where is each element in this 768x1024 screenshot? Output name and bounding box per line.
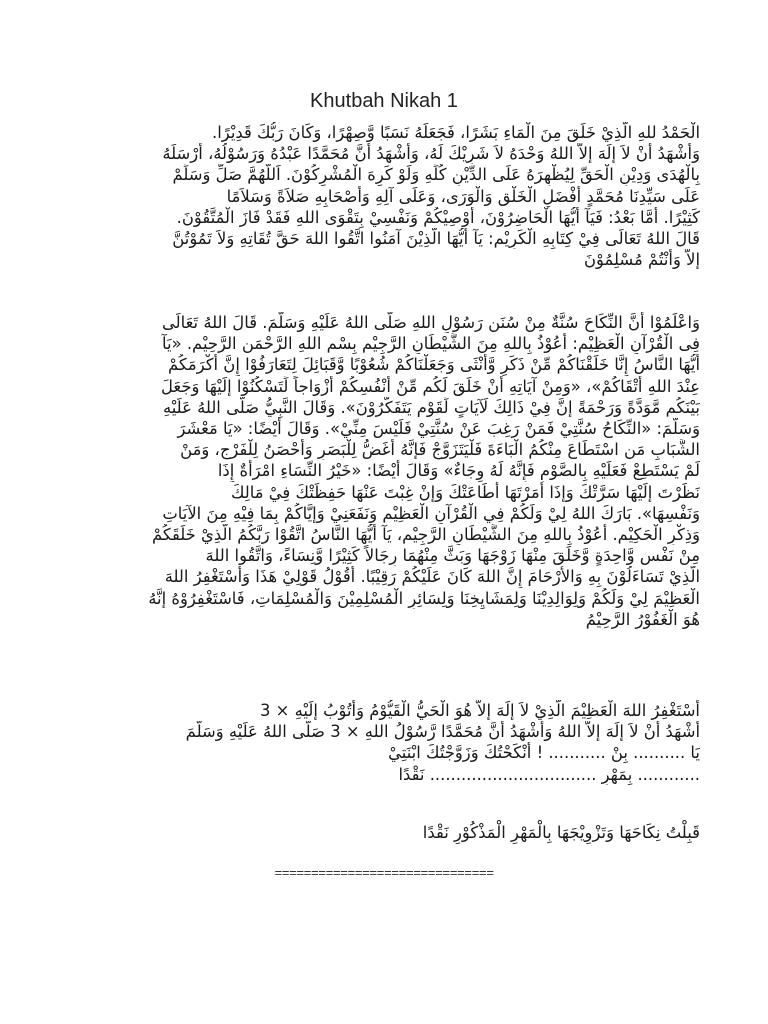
text-line: بَيْنَكُم مَّوَدَّةً وَرَحْمَةً إِنَّ فِيْ ذَالِكَ لَآيَاتٍ لِّقَوْمٍ يَتَفَكَّرُوْنَ». وَقَالَ النَّبِيُّ صَلَّى اللهُ عَلَيْهِ — [162, 397, 700, 417]
text-line: عِنْدَ اللهِ أَتْقَاكُمْ»، «وَمِنْ آيَاتِهِ أَنْ خَلَقَ لَكُم مِّنْ أَنْفُسِكُمْ أَزْوَاجاً لِّتَسْكُنُوْا إِلَيْهَا وَجَعَلَ — [161, 376, 700, 396]
text-line: أَشْهَدُ أَنْ لاَ إِلَهَ إِلاَّ اللهُ وَأَشْهَدُ أَنَّ مُحَمَّدًا رَّسُوْلُ اللهِ × 3 صَلَّى اللهُ عَلَيْهِ وَسَلَّمَ — [185, 722, 700, 742]
text-line: مِنْ نَفْسٍ وَّاحِدَةٍ وَّخَلَقَ مِنْهَا زَوْجَهَا وَبَثَّ مِنْهُمَا رِجَالاً كَثِيْرًا وَّنِسَاءً، وَاتَّقُوا اللهَ — [205, 546, 700, 566]
text-line: إِلاَّ وَأَنْتُمْ مُسْلِمُوْنَ — [583, 250, 700, 270]
text-line: لَمْ يَسْتَطِعْ فَعَلَيْهِ بِالصَّوْمِ فَإِنَّهُ لَهُ وِجَاءٌ» وَقَالَ أَيْضًا: «خَيْرُ النِّسَاءِ امْرَأَةٌ إِذَا — [217, 461, 700, 481]
text-line: كَثِيْرًا. أَمَّا بَعْدُ: فَيَآ أَيُّهَا الْحَاضِرُوْنَ، أُوْصِيْكُمْ وَنَفْسِيْ بِتَقْوَى اللهِ فَقَدْ فَازَ الْمُتَّقُوْنَ. — [176, 207, 700, 227]
text-line: وَذِكْرِ الْحَكِيْمِ. أَعُوْذُ بِاللهِ مِنَ الشَّيْطَانِ الرَّجِيْمِ، يَآ أَيُّهَا النَّاسُ اتَّقُوْا رَبَّكُمُ الَّذِيْ خَلَقَكُمْ — [152, 525, 700, 545]
text-line: أَيُّهَا النَّاسُ إِنَّا خَلَقْنَاكُمْ مِّنْ ذَكَرٍ وَّأُنْثَى وَجَعَلْنَاكُمْ شُعُوْبًا وَّقَبَائِلَ لِتَعَارَفُوْا إِنَّ أَكْرَمَكُمْ — [167, 355, 700, 375]
khutbah-opening-paragraph — [76, 122, 700, 270]
text-line: وَاعْلَمُوْا أَنَّ النِّكَاحَ سُنَّةٌ مِنْ سُنَنِ رَسُوْلِ اللهِ صَلَّى اللهُ عَلَيْهِ وَسَلَّمَ. قَالَ اللهُ تَعَالَى — [161, 313, 700, 332]
text-line: نَظَرْتَ إِلَيْهَا سَرَّتْكَ وَإِذَا أَمَرْتَهَا أَطَاعَتْكَ وَإِنْ غِبْتَ عَنْهَا حَفِظَتْكَ فِيْ مَالِكَ — [230, 482, 700, 502]
page-title: Khutbah Nikah 1 — [310, 90, 458, 112]
khutbah-body-paragraph — [76, 312, 700, 630]
istighfar-and-ijab-paragraph — [76, 700, 700, 785]
text-line: عَلَى سَيِّدِنَا مُحَمَّدٍ أَفْضَلِ الْخَلْقِ وَالْوَرَى، وَعَلَى آلِهِ وَأَصْحَابِهِ صَلاَةً وَسَلاَمًا — [226, 186, 700, 206]
text-line: فِى الْقُرْآنِ الْعَظِيْمِ: أَعُوْذُ بِاللهِ مِنَ الشَّيْطَانِ الرَّجِيْمِ بِسْمِ اللهِ الرَّحْمَنِ الرَّحِيْمِ. «يَآ — [162, 334, 700, 354]
text-line: الْعَظِيْمَ لِيْ وَلَكُمْ وَلِوَالِدِيْنَا وَلِمَشَايِخِنَا وَلِسَائِرِ الْمُسْلِمِيْنَ وَالْمُسْلِمَاتِ، فَاسْتَغْفِرُوْهُ إِنَّهُ — [148, 588, 700, 608]
text-line: يَا .......... بِنْ ........... ! أَنْكَحْتُكَ وَزَوَّجْتُكَ ابْنَتِيْ — [388, 743, 700, 763]
text-line: وَنَفْسِهَا». بَارَكَ اللهُ لِيْ وَلَكُمْ فِي الْقُرْآنِ الْعَظِيْمِ وَنَفَعَنِيْ وَإِيَّاكُمْ بِمَا فِيْهِ مِنَ الآيَاتِ — [162, 503, 700, 523]
text-line: الشَّبَابِ مَنِ اسْتَطَاعَ مِنْكُمُ الْبَاءَةَ فَلْيَتَزَوَّجْ فَإِنَّهُ أَغَضُّ لِلْبَصَرِ وَأَحْصَنُ لِلْفَرْجِ، وَمَنْ — [180, 440, 700, 460]
text-line: بِالْهُدَى وَدِيْنِ الْحَقِّ لِيُظْهِرَهُ عَلَى الدِّيْنِ كُلِّهِ وَلَوْ كَرِهَ الْمُشْرِكُوْنَ. اَللَّهُمَّ صَلِّ وَسَلِّمْ — [172, 165, 700, 185]
separator-line: ============================== — [274, 866, 494, 881]
qabul-line: قَبِلْتُ نِكَاحَهَا وَتَزْوِيْجَهَا بِالْمَهْرِ الْمَذْكُوْرِ نَقْدًا — [422, 823, 700, 842]
text-line: وَأَشْهَدُ أَنْ لاَ إِلَهَ إِلاَّ اللهُ وَحْدَهُ لاَ شَرِيْكَ لَهُ، وَأَشْهَدُ أَنَّ مُحَمَّدًا عَبْدُهُ وَرَسُوْلُهُ، أَرْسَلَهُ — [162, 144, 700, 164]
text-line: الَّذِيْ تَسَاءَلُوْنَ بِهِ وَالأَرْحَامَ إِنَّ اللهَ كَانَ عَلَيْكُمْ رَقِيْبًا. أَقُوْلُ قَوْلِيْ هَذَا وَأَسْتَغْفِرُ اللهَ — [164, 567, 700, 587]
text-line: ............ بِمَهْرِ ................................ نَقْدًا — [398, 764, 700, 784]
text-line: أَسْتَغْفِرُ اللهَ الْعَظِيْمَ الَّذِيْ لاَ إِلَهَ إِلاَّ هُوَ الْحَيُّ الْقَيُّوْمُ وَأَتُوْبُ إِلَيْهِ × 3 — [260, 701, 700, 720]
text-line: وَسَلَّمَ: «النِّكَاحُ سُنَّتِيْ فَمَنْ رَغِبَ عَنْ سُنَّتِيْ فَلَيْسَ مِنِّيْ». وَقَالَ أَيْضًا: «يَا مَعْشَرَ — [177, 419, 700, 439]
text-line: قَالَ اللهُ تَعَالَى فِيْ كِتَابِهِ الْكَرِيْمِ: يَآ أَيُّهَا الَّذِيْنَ آمَنُوا اتَّقُوا اللهَ حَقَّ تُقَاتِهِ وَلاَ تَمُوْتُنَّ — [172, 229, 700, 249]
text-line: الْحَمْدُ للهِ الَّذِيْ خَلَقَ مِنَ الْمَاءِ بَشَرًا، فَجَعَلَهُ نَسَبًا وَّصِهْرًا، وَكَانَ رَبُّكَ قَدِيْرًا. — [212, 123, 700, 142]
text-line: هُوَ الْغَفُوْرُ الرَّحِيْمُ — [585, 609, 700, 629]
